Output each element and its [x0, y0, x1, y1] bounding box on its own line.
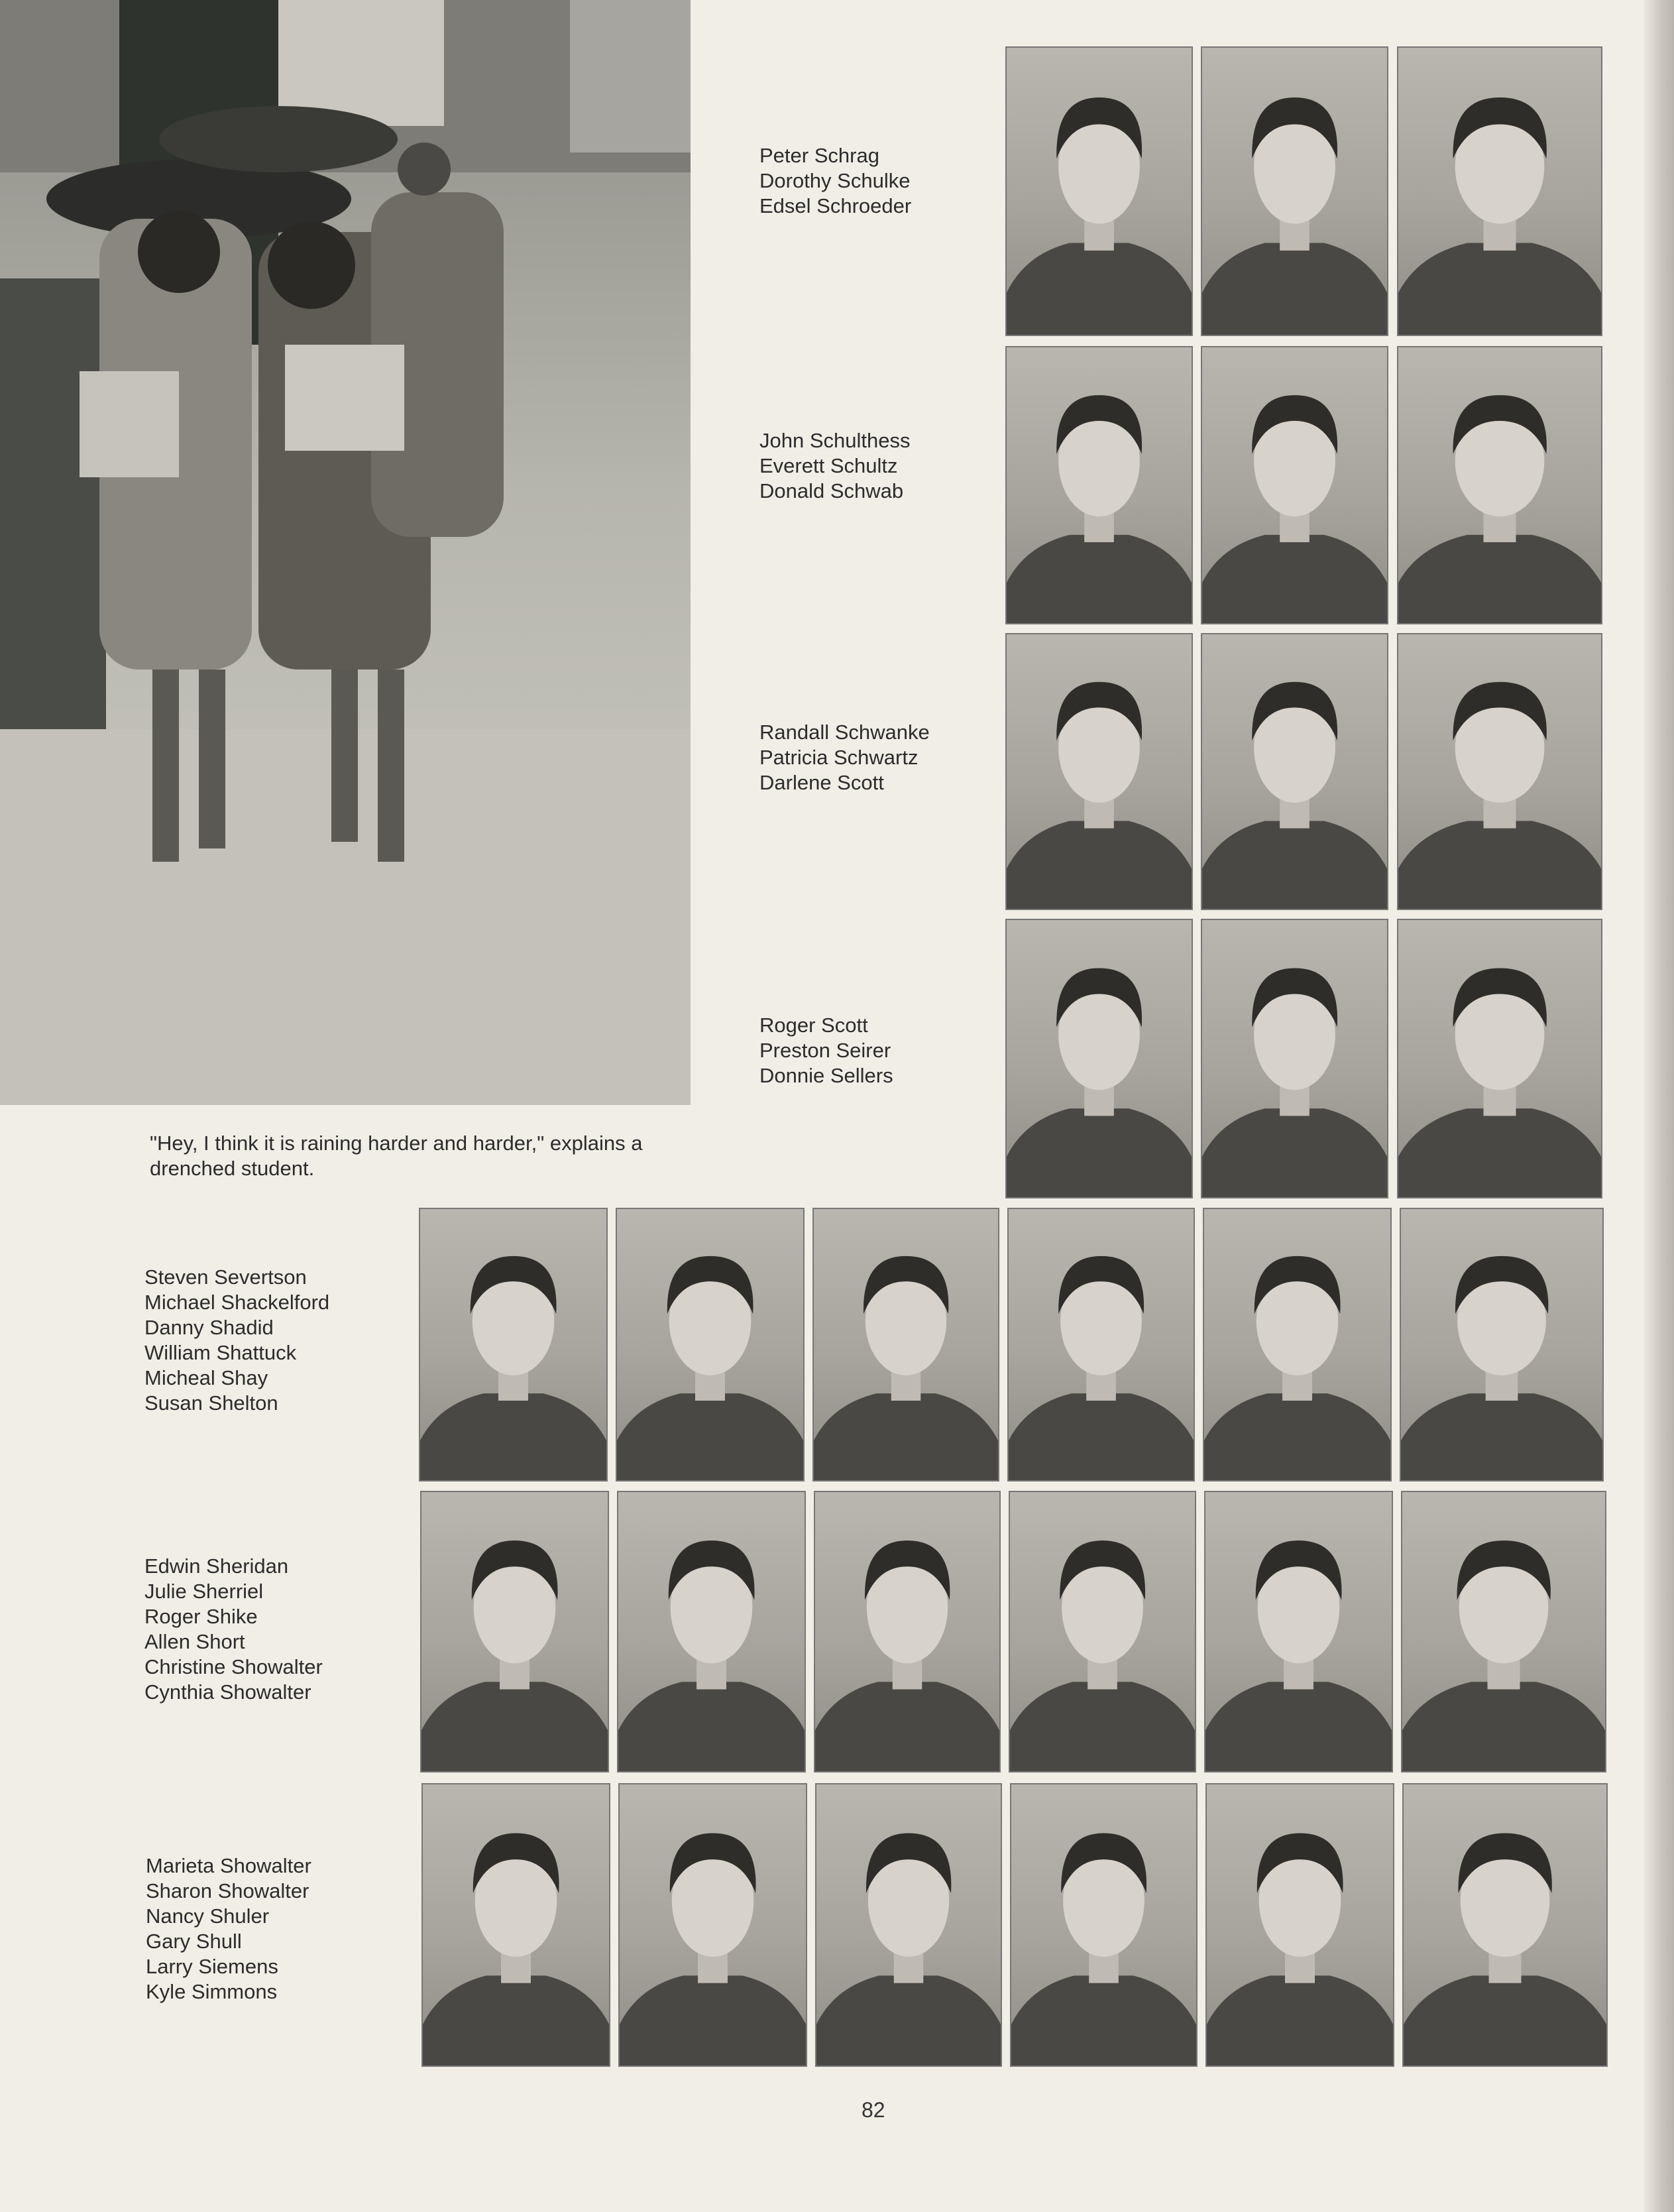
name-list-row-3	[759, 720, 930, 795]
portrait-silhouette	[1398, 48, 1601, 335]
student-name: John Schulthess	[759, 429, 911, 452]
portrait-shoulders	[420, 1393, 606, 1480]
portrait-silhouette	[1398, 920, 1601, 1197]
portrait-shoulders	[814, 1393, 998, 1480]
portrait-shoulders	[1007, 243, 1192, 335]
portrait-silhouette	[816, 1784, 1001, 2066]
portrait-photo	[618, 1783, 807, 2067]
portrait-shoulders	[423, 1975, 609, 2066]
name-list-row-7	[146, 1853, 311, 2005]
student-name: Edsel Schroeder	[759, 194, 912, 217]
portrait-silhouette	[1010, 1492, 1195, 1771]
portrait-silhouette	[814, 1209, 998, 1480]
portrait-shoulders	[618, 1682, 805, 1771]
portrait-photo	[1007, 1208, 1195, 1482]
portrait-silhouette	[1204, 1209, 1390, 1480]
portrait-shoulders	[617, 1393, 803, 1480]
portrait-silhouette	[1398, 347, 1601, 623]
portrait-shoulders	[1202, 535, 1387, 623]
portrait-shoulders	[1398, 535, 1601, 623]
portrait-silhouette	[1398, 634, 1601, 909]
student-name: Randall Schwanke	[759, 721, 930, 744]
page-number: 82	[862, 2098, 885, 2122]
portrait-photo	[1201, 919, 1388, 1198]
portrait-photo	[812, 1208, 999, 1482]
student-name: Steven Severtson	[144, 1265, 307, 1289]
portrait-photo	[1397, 46, 1602, 336]
portrait-silhouette	[1401, 1209, 1602, 1480]
portrait-shoulders	[1398, 821, 1601, 909]
portrait-photo	[419, 1208, 608, 1482]
student-name: Kyle Simmons	[146, 1980, 278, 2003]
portrait-photo	[1201, 346, 1388, 624]
name-list-row-5	[144, 1265, 329, 1416]
student-name: Darlene Scott	[759, 771, 884, 794]
portrait-shoulders	[1011, 1975, 1196, 2066]
portrait-photo	[1400, 1208, 1604, 1482]
portrait-silhouette	[1202, 920, 1387, 1197]
portrait-silhouette	[1007, 634, 1192, 909]
page-edge-shadow	[1644, 0, 1674, 2212]
portrait-photo	[814, 1491, 1001, 1773]
portrait-photo	[1010, 1783, 1198, 2067]
portrait-shoulders	[1010, 1682, 1195, 1771]
portrait-photo	[1402, 1783, 1608, 2067]
portrait-shoulders	[1202, 1108, 1387, 1197]
portrait-photo	[1005, 46, 1193, 336]
portrait-photo	[815, 1783, 1002, 2067]
name-list-row-6	[144, 1554, 323, 1705]
portrait-shoulders	[815, 1682, 999, 1771]
portrait-photo	[1204, 1491, 1393, 1773]
portrait-shoulders	[1007, 821, 1192, 909]
portrait-silhouette	[1402, 1492, 1605, 1771]
student-name: Patricia Schwartz	[759, 746, 919, 769]
portrait-shoulders	[1401, 1393, 1602, 1480]
portrait-photo	[1401, 1491, 1606, 1773]
portrait-silhouette	[1205, 1492, 1392, 1771]
portrait-shoulders	[816, 1975, 1001, 2066]
portrait-photo	[420, 1491, 609, 1773]
portrait-silhouette	[1202, 347, 1387, 623]
portrait-photo	[1203, 1208, 1392, 1482]
portrait-silhouette	[1007, 48, 1192, 335]
portrait-silhouette	[420, 1209, 606, 1480]
student-name: Danny Shadid	[144, 1316, 274, 1339]
portrait-shoulders	[1404, 1975, 1606, 2066]
portrait-photo	[616, 1208, 805, 1482]
portrait-photo	[1009, 1491, 1196, 1773]
portrait-photo	[1005, 633, 1193, 910]
portrait-silhouette	[1404, 1784, 1606, 2066]
portrait-photo	[1397, 346, 1602, 624]
student-name: Peter Schrag	[759, 144, 879, 167]
student-name: William Shattuck	[144, 1341, 297, 1364]
student-name: Allen Short	[144, 1630, 245, 1653]
portrait-silhouette	[1202, 634, 1387, 909]
portrait-silhouette	[620, 1784, 806, 2066]
student-name: Nancy Shuler	[146, 1904, 270, 1928]
student-name: Christine Showalter	[144, 1655, 323, 1678]
portrait-shoulders	[1207, 1975, 1393, 2066]
student-name: Donnie Sellers	[759, 1064, 893, 1087]
portrait-silhouette	[1011, 1784, 1196, 2066]
portrait-shoulders	[1205, 1682, 1392, 1771]
portrait-shoulders	[421, 1682, 608, 1771]
student-name: Marieta Showalter	[146, 1854, 311, 1877]
portrait-shoulders	[1202, 821, 1387, 909]
portrait-shoulders	[620, 1975, 806, 2066]
student-name: Susan Shelton	[144, 1391, 278, 1415]
portrait-silhouette	[1207, 1784, 1393, 2066]
portrait-photo	[1397, 633, 1602, 910]
student-name: Gary Shull	[146, 1930, 242, 1953]
portrait-shoulders	[1007, 1108, 1192, 1197]
portrait-silhouette	[815, 1492, 999, 1771]
portrait-silhouette	[1202, 48, 1387, 335]
student-name: Michael Shackelford	[144, 1291, 330, 1314]
name-list-row-1	[759, 143, 911, 219]
photo-caption: "Hey, I think it is raining harder and harder," explains a drenched student.	[150, 1132, 643, 1180]
student-name: Sharon Showalter	[146, 1879, 309, 1902]
student-name: Micheal Shay	[144, 1366, 268, 1389]
student-name: Cynthia Showalter	[144, 1680, 311, 1704]
portrait-silhouette	[1007, 347, 1192, 623]
portrait-photo	[421, 1783, 610, 2067]
portrait-shoulders	[1402, 1682, 1605, 1771]
student-name: Roger Shike	[144, 1605, 258, 1628]
portrait-photo	[1205, 1783, 1394, 2067]
portrait-silhouette	[618, 1492, 805, 1771]
student-name: Dorothy Schulke	[759, 169, 911, 192]
name-list-row-4	[759, 1013, 893, 1088]
portrait-silhouette	[423, 1784, 609, 2066]
portrait-silhouette	[617, 1209, 803, 1480]
portrait-photo	[1397, 919, 1602, 1198]
name-list-row-2	[759, 428, 910, 504]
portrait-silhouette	[1007, 920, 1192, 1197]
student-name: Everett Schultz	[759, 454, 898, 477]
student-name: Edwin Sheridan	[144, 1554, 289, 1578]
portrait-silhouette	[1009, 1209, 1194, 1480]
rain-candid-photo	[0, 0, 691, 1105]
portrait-shoulders	[1007, 535, 1192, 623]
student-name: Julie Sherriel	[144, 1580, 264, 1603]
portrait-shoulders	[1398, 243, 1601, 335]
portrait-silhouette	[421, 1492, 608, 1771]
portrait-photo	[1005, 346, 1193, 624]
portrait-photo	[1201, 633, 1388, 910]
portrait-shoulders	[1204, 1393, 1390, 1480]
student-name: Donald Schwab	[759, 479, 904, 502]
student-name: Larry Siemens	[146, 1955, 278, 1978]
student-name: Roger Scott	[759, 1014, 868, 1037]
portrait-shoulders	[1009, 1393, 1194, 1480]
portrait-photo	[617, 1491, 806, 1773]
student-name: Preston Seirer	[759, 1039, 891, 1062]
portrait-shoulders	[1398, 1108, 1601, 1197]
portrait-photo	[1005, 919, 1193, 1198]
portrait-shoulders	[1202, 243, 1387, 335]
portrait-photo	[1201, 46, 1388, 336]
